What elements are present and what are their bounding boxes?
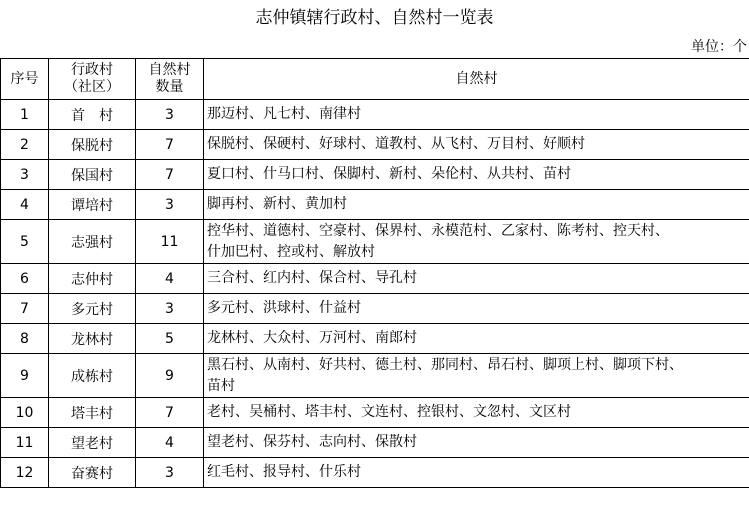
cell-admin: 保国村	[49, 160, 136, 190]
villages-line1: 黑石村、从南村、好共村、德土村、那同村、昂石村、脚项上村、脚项下村、	[207, 356, 683, 373]
header-no: 序号	[1, 59, 49, 100]
cell-admin: 成栋村	[49, 354, 136, 398]
cell-no: 2	[1, 130, 49, 160]
cell-villages: 三合村、红内村、保合村、导孔村	[204, 264, 749, 294]
table-header-row	[1, 59, 749, 100]
cell-no: 9	[1, 354, 49, 398]
cell-count: 3	[136, 100, 204, 130]
cell-villages: 龙林村、大众村、万河村、南郎村	[204, 324, 749, 354]
header-admin-line1: 行政村	[71, 62, 113, 78]
header-count	[136, 59, 204, 100]
table-row	[1, 428, 749, 458]
table-row	[1, 324, 749, 354]
cell-villages: 脚再村、新村、黄加村	[204, 190, 749, 220]
cell-admin: 保脱村	[49, 130, 136, 160]
table-row	[1, 294, 749, 324]
cell-admin: 塔丰村	[49, 398, 136, 428]
cell-villages: 老村、吴桶村、塔丰村、文连村、控银村、文忽村、文区村	[204, 398, 749, 428]
villages-line2: 苗村	[207, 377, 235, 394]
cell-admin: 首 村	[49, 100, 136, 130]
header-count-line2: 数量	[155, 79, 184, 95]
header-admin-line2: （社区）	[64, 79, 120, 95]
cell-count: 9	[136, 354, 204, 398]
cell-count: 11	[136, 220, 204, 264]
cell-no: 7	[1, 294, 49, 324]
cell-villages: 红毛村、报导村、什乐村	[204, 458, 749, 488]
table-row	[1, 190, 749, 220]
cell-count: 3	[136, 190, 204, 220]
cell-no: 6	[1, 264, 49, 294]
cell-no: 10	[1, 398, 49, 428]
cell-villages: 夏口村、什马口村、保脚村、新村、朵伦村、从共村、苗村	[204, 160, 749, 190]
cell-count: 4	[136, 264, 204, 294]
cell-count: 3	[136, 458, 204, 488]
header-count-line1: 自然村	[148, 62, 191, 78]
cell-villages: 那迈村、凡七村、南律村	[204, 100, 749, 130]
cell-admin: 望老村	[49, 428, 136, 458]
cell-count: 3	[136, 294, 204, 324]
table-row	[1, 398, 749, 428]
cell-count: 4	[136, 428, 204, 458]
cell-admin: 志强村	[49, 220, 136, 264]
header-admin-village	[49, 59, 136, 100]
table-row	[1, 458, 749, 488]
village-table	[0, 58, 749, 488]
table-row	[1, 130, 749, 160]
cell-no: 4	[1, 190, 49, 220]
cell-count: 7	[136, 398, 204, 428]
header-villages: 自然村	[204, 59, 749, 100]
cell-admin: 奋赛村	[49, 458, 136, 488]
cell-villages: 望老村、保芬村、志向村、保散村	[204, 428, 749, 458]
table-row	[1, 220, 749, 264]
cell-villages	[204, 354, 749, 398]
cell-villages	[204, 220, 749, 264]
villages-line1: 控华村、道德村、空豪村、保界村、永模范村、乙家村、陈考村、控天村、	[207, 222, 669, 239]
cell-no: 12	[1, 458, 49, 488]
cell-no: 11	[1, 428, 49, 458]
cell-admin: 龙林村	[49, 324, 136, 354]
cell-no: 5	[1, 220, 49, 264]
unit-label: 单位：个	[691, 39, 747, 55]
cell-no: 1	[1, 100, 49, 130]
cell-admin: 谭培村	[49, 190, 136, 220]
cell-count: 5	[136, 324, 204, 354]
cell-count: 7	[136, 160, 204, 190]
cell-villages: 多元村、洪球村、什益村	[204, 294, 749, 324]
cell-no: 8	[1, 324, 49, 354]
table-row	[1, 354, 749, 398]
cell-villages: 保脱村、保硬村、好球村、道教村、从飞村、万目村、好顺村	[204, 130, 749, 160]
table-row	[1, 264, 749, 294]
page-title: 志仲镇辖行政村、自然村一览表	[255, 8, 494, 28]
cell-admin: 多元村	[49, 294, 136, 324]
cell-admin: 志仲村	[49, 264, 136, 294]
table-row	[1, 160, 749, 190]
cell-count: 7	[136, 130, 204, 160]
table-row	[1, 100, 749, 130]
villages-line2: 什加巴村、控或村、解放村	[207, 243, 375, 260]
cell-no: 3	[1, 160, 49, 190]
